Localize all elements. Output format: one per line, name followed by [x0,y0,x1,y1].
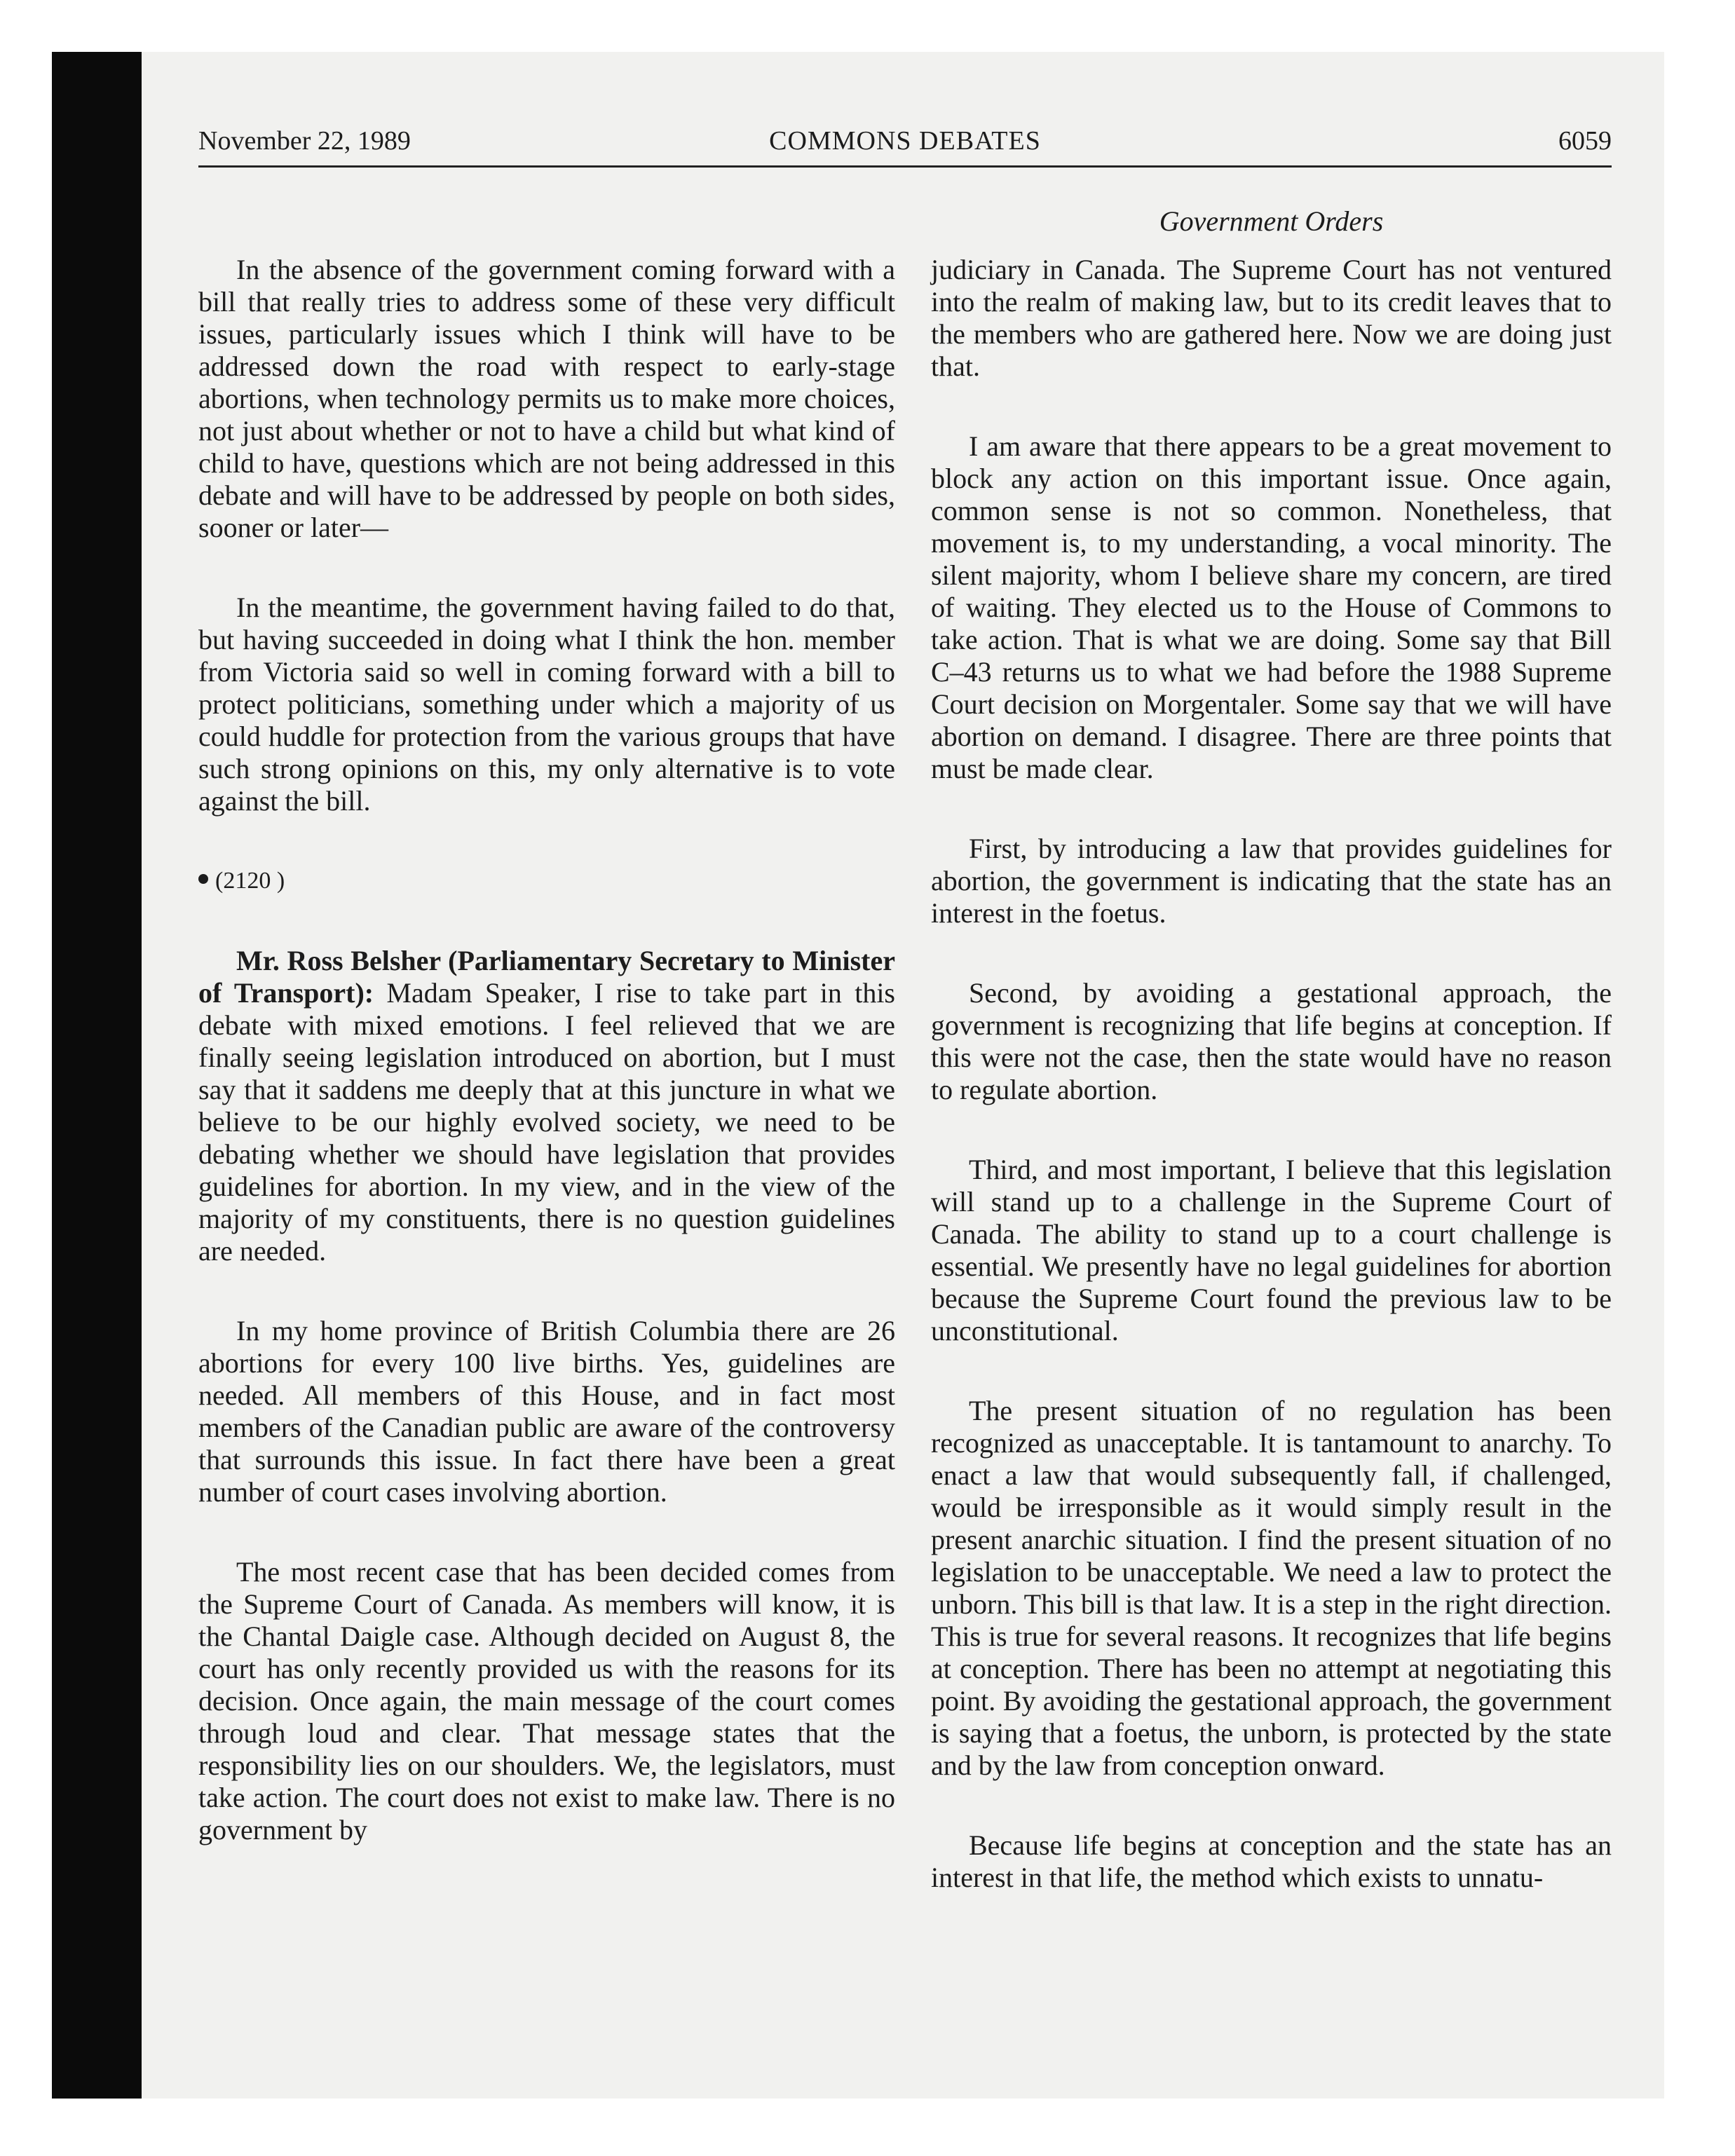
header-page-number: 6059 [1558,126,1612,156]
paragraph: In the absence of the government coming forward with a bill that really tries to address some of these very difficult issues, particularly issues which I think will have to be addressed down the road with respect to early-stage abortions, when technology permits us to make more choices, not just about whether or not to have a child but what kind of child to have, questions which are not being addressed in this debate and will have to be addressed by people on both sides, sooner or later— [198,254,895,543]
paragraph: Third, and most important, I believe that this legislation will stand up to a challenge in the Supreme Court of Canada. The ability to stand up to a court challenge is essential. We presently have no legal guidelines for abortion because the Supreme Court found the previous law to be unconstitutional. [931,1154,1612,1346]
binding-edge [52,52,142,2099]
bullet-icon [198,874,208,884]
paragraph: Because life begins at conception and the state has an interest in that life, the method which exists to unnatu- [931,1829,1612,1893]
paragraph: judiciary in Canada. The Supreme Court has not ventured into the realm of making law, but to its credit leaves that to the members who are gathered here. Now we are doing just that. [931,254,1612,382]
running-head [198,121,1612,161]
header-rule [198,165,1612,168]
left-column [198,254,895,1894]
right-column [931,254,1612,1942]
paragraph: In my home province of British Columbia there are 26 abortions for every 100 live births. Yes, guidelines are needed. All members of this House, and in fact most members of the Canadian public are aware of the controversy that surrounds this issue. In fact there have been a great number of court cases involving abortion. [198,1315,895,1508]
time-marker-text: (2120 ) [215,868,285,894]
paragraph: The most recent case that has been decided comes from the Supreme Court of Canada. As members will know, it is the Chantal Daigle case. Although decided on August 8, the court has only recently provided us with the reasons for its decision. Once again, the main message of the court comes through loud and clear. That message states that the responsibility lies on our shoulders. We, the legislators, must take action. The court does not exist to make law. There is no government by [198,1556,895,1845]
section-label: Government Orders [1159,205,1384,237]
header-publication: COMMONS DEBATES [769,126,1041,156]
paragraph: Second, by avoiding a gestational approach, the government is recognizing that life begins at conception. If this were not the case, then the state would have no reason to regulate abortion. [931,977,1612,1105]
paragraph: I am aware that there appears to be a great movement to block any action on this important issue. Once again, common sense is not so common. Nonetheless, that movement is, to my understanding, a vocal minority. The silent majority, whom I believe share my concern, are tired of waiting. They elected us to the House of Commons to take action. That is what we are doing. Some say that Bill C–43 returns us to what we had before the 1988 Supreme Court decision on Morgentaler. Some say that we will have abortion on demand. I disagree. There are three points that must be made clear. [931,430,1612,784]
header-date: November 22, 1989 [198,126,411,156]
speech-text: Madam Speaker, I rise to take part in this debate with mixed emotions. I feel relieved that we are finally seeing legislation introduced on abortion, but I must say that it saddens me deeply that at this juncture in what we believe to be our highly evolved society, we need to be debating whether we should have legislation that provides guidelines for abortion. In my view, and in the view of the majority of my constituents, there is no question guidelines are needed. [198,977,896,1267]
paragraph: First, by introducing a law that provides guidelines for abortion, the government is indicating that the state has an interest in the foetus. [931,833,1612,929]
paragraph: In the meantime, the government having failed to do that, but having succeeded in doing what I think the hon. member from Victoria said so well in coming forward with a bill to protect politicians, something under which a majority of us could huddle for protection from the various groups that have such strong opinions on this, my only alternative is to vote against the bill. [198,592,895,817]
speaker-name: Mr. Ross Belsher (Parliamentary Secretary to Minister of Transport): [198,945,895,1009]
time-marker [198,865,895,897]
speech-paragraph [198,945,895,1267]
paragraph: The present situation of no regulation has been recognized as unacceptable. It is tantamount to anarchy. To enact a law that would subsequently fall, if challenged, would be irresponsible as it would simply result in the present anarchic situation. I find the present situation of no legislation to be unacceptable. We need a law to protect the unborn. This bill is that law. It is a step in the right direction. This is true for several reasons. It recognizes that life begins at conception. There has been no attempt at negotiating this point. By avoiding the gestational approach, the government is saying that a foetus, the unborn, is protected by the state and by the law from conception onward. [931,1395,1612,1781]
